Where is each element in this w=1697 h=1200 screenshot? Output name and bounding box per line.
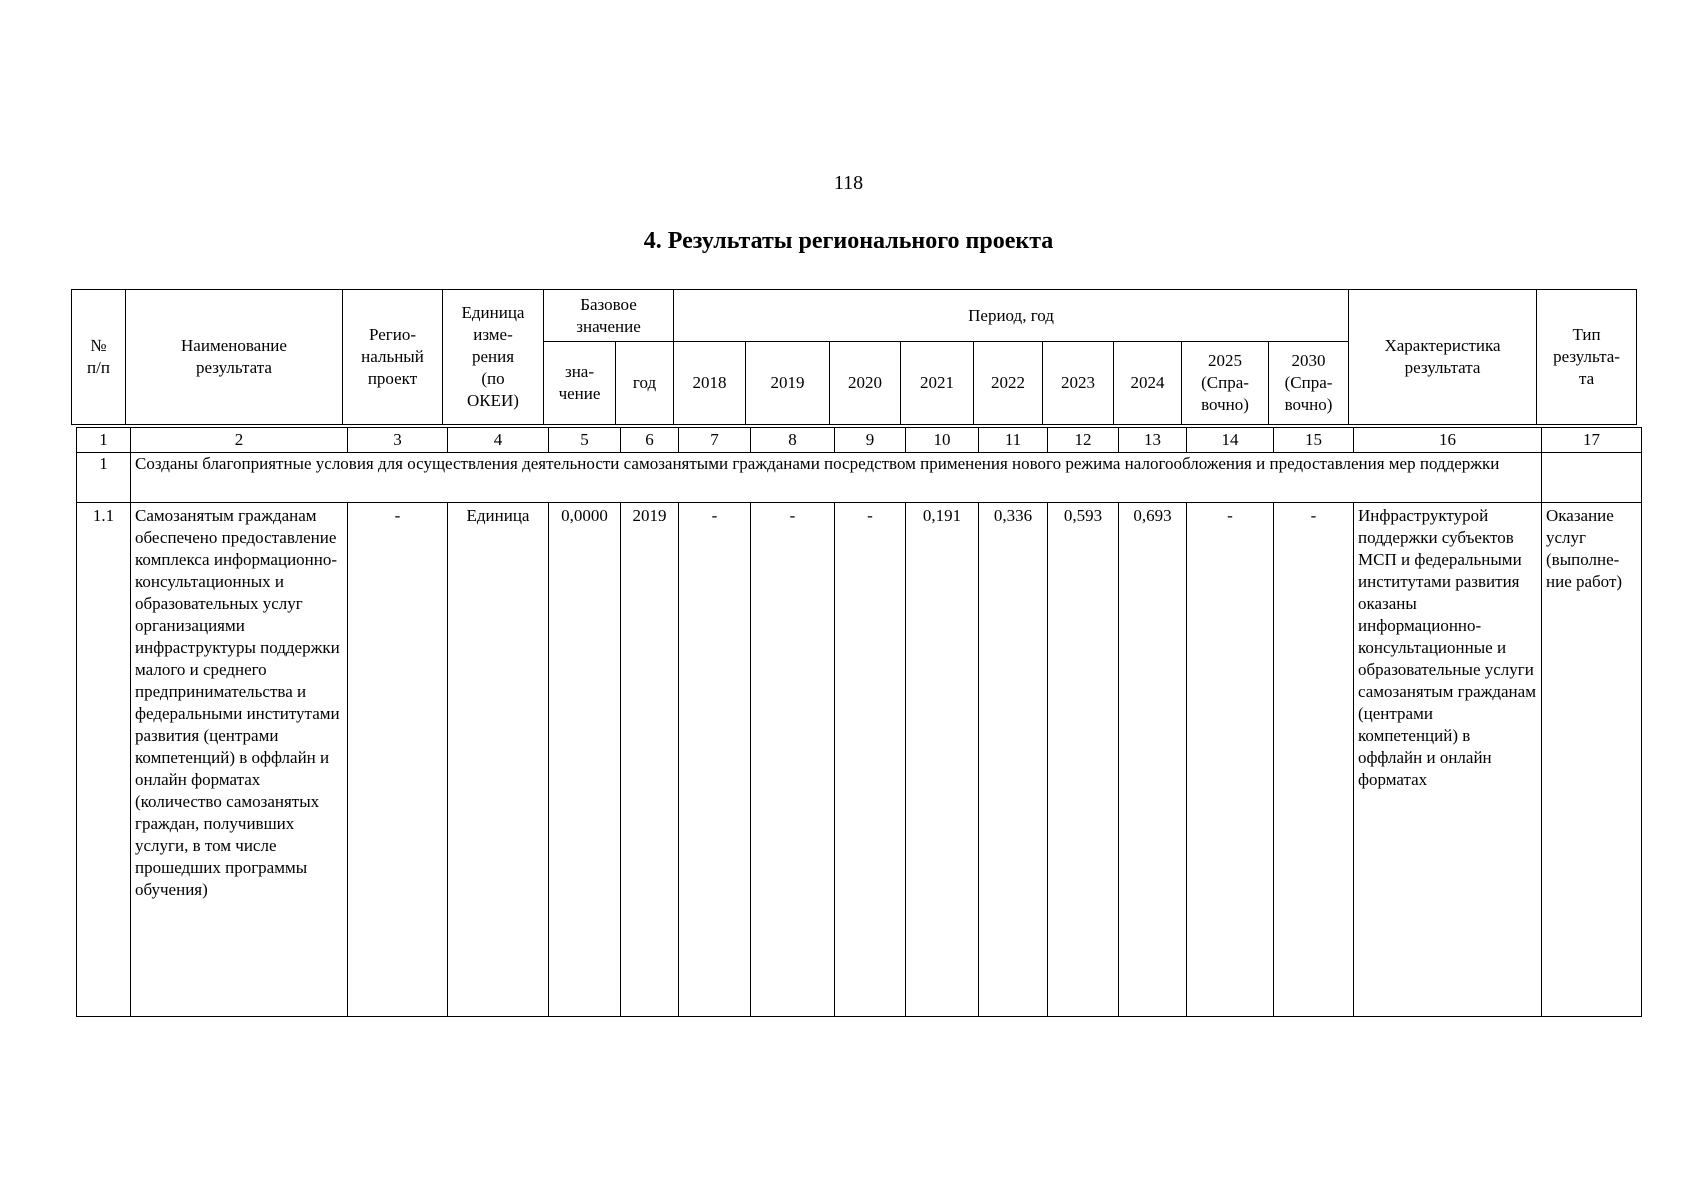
- row-value-2022: 0,336: [979, 503, 1048, 1017]
- column-number: 3: [348, 428, 448, 453]
- section-title: Созданы благоприятные условия для осуществления деятельности самозанятыми гражданами посредством применения нового режима налогообложения и предоставления мер поддержки: [131, 453, 1542, 503]
- column-number: 9: [835, 428, 906, 453]
- header-year: 2021: [901, 342, 974, 425]
- column-number: 7: [679, 428, 751, 453]
- column-number: 11: [979, 428, 1048, 453]
- row-value-2030: -: [1274, 503, 1354, 1017]
- header-year: 2018: [674, 342, 746, 425]
- column-number: 12: [1048, 428, 1119, 453]
- column-number: 10: [906, 428, 979, 453]
- header-base-value: Базовое значение: [544, 290, 674, 342]
- row-base-year: 2019: [621, 503, 679, 1017]
- row-value-2021: 0,191: [906, 503, 979, 1017]
- column-number: 1: [77, 428, 131, 453]
- header-year: 2025 (Спра- вочно): [1182, 342, 1269, 425]
- column-number: 8: [751, 428, 835, 453]
- header-result-type: Тип результа- та: [1537, 290, 1637, 425]
- row-value-2023: 0,593: [1048, 503, 1119, 1017]
- header-year: 2023: [1043, 342, 1114, 425]
- header-year: 2020: [830, 342, 901, 425]
- header-year: 2030 (Спра- вочно): [1269, 342, 1349, 425]
- header-base-year: год: [616, 342, 674, 425]
- table-row: [77, 503, 1642, 1017]
- header-year: 2022: [974, 342, 1043, 425]
- row-value-2019: -: [751, 503, 835, 1017]
- row-value-2018: -: [679, 503, 751, 1017]
- column-number: 17: [1542, 428, 1642, 453]
- row-value-2025: -: [1187, 503, 1274, 1017]
- column-number: 14: [1187, 428, 1274, 453]
- page-number: 118: [833, 172, 864, 194]
- header-period: Период, год: [674, 290, 1349, 342]
- header-num: № п/п: [72, 290, 126, 425]
- page-title: 4. Результаты регионального проекта: [643, 228, 1054, 254]
- column-number: 6: [621, 428, 679, 453]
- column-number: 13: [1119, 428, 1187, 453]
- row-value-2024: 0,693: [1119, 503, 1187, 1017]
- row-result-type: Оказание услуг (выполне-ние работ): [1542, 503, 1642, 1017]
- column-number: 5: [549, 428, 621, 453]
- row-unit: Единица: [448, 503, 549, 1017]
- header-result-name: Наименование результата: [126, 290, 343, 425]
- header-regional-project: Регио- нальный проект: [343, 290, 443, 425]
- row-base-value: 0,0000: [549, 503, 621, 1017]
- row-value-2020: -: [835, 503, 906, 1017]
- header-unit: Единица изме- рения (по ОКЕИ): [443, 290, 544, 425]
- header-characteristic: Характеристика результата: [1349, 290, 1537, 425]
- row-result-name: Самозанятым гражданам обеспечено предоставление комплекса информационно-консультационных и образовательных услуг организациями инфраструктуры поддержки малого и среднего предпринимательства и федеральными институтами развития (центрами компетенций) в оффлайн и онлайн форматах (количество самозанятых граждан, получивших услуги, в том числе прошедших программы обучения): [131, 503, 348, 1017]
- results-table-body: [76, 427, 1642, 1017]
- column-numbers-row: [77, 428, 1642, 453]
- results-table-header: [71, 289, 1637, 425]
- column-number: 2: [131, 428, 348, 453]
- section-row: [77, 453, 1642, 503]
- header-base-value-value: зна- чение: [544, 342, 616, 425]
- row-number: 1.1: [77, 503, 131, 1017]
- header-year: 2019: [746, 342, 830, 425]
- section-empty-cell: [1542, 453, 1642, 503]
- column-number: 4: [448, 428, 549, 453]
- row-characteristic: Инфраструктурой поддержки субъектов МСП и федеральными институтами развития оказаны информационно-консультационные и образовательные услуги самозанятым гражданам (центрами компетенций) в оффлайн и онлайн форматах: [1354, 503, 1542, 1017]
- column-number: 15: [1274, 428, 1354, 453]
- header-year: 2024: [1114, 342, 1182, 425]
- section-number: 1: [77, 453, 131, 503]
- column-number: 16: [1354, 428, 1542, 453]
- row-regional-project: -: [348, 503, 448, 1017]
